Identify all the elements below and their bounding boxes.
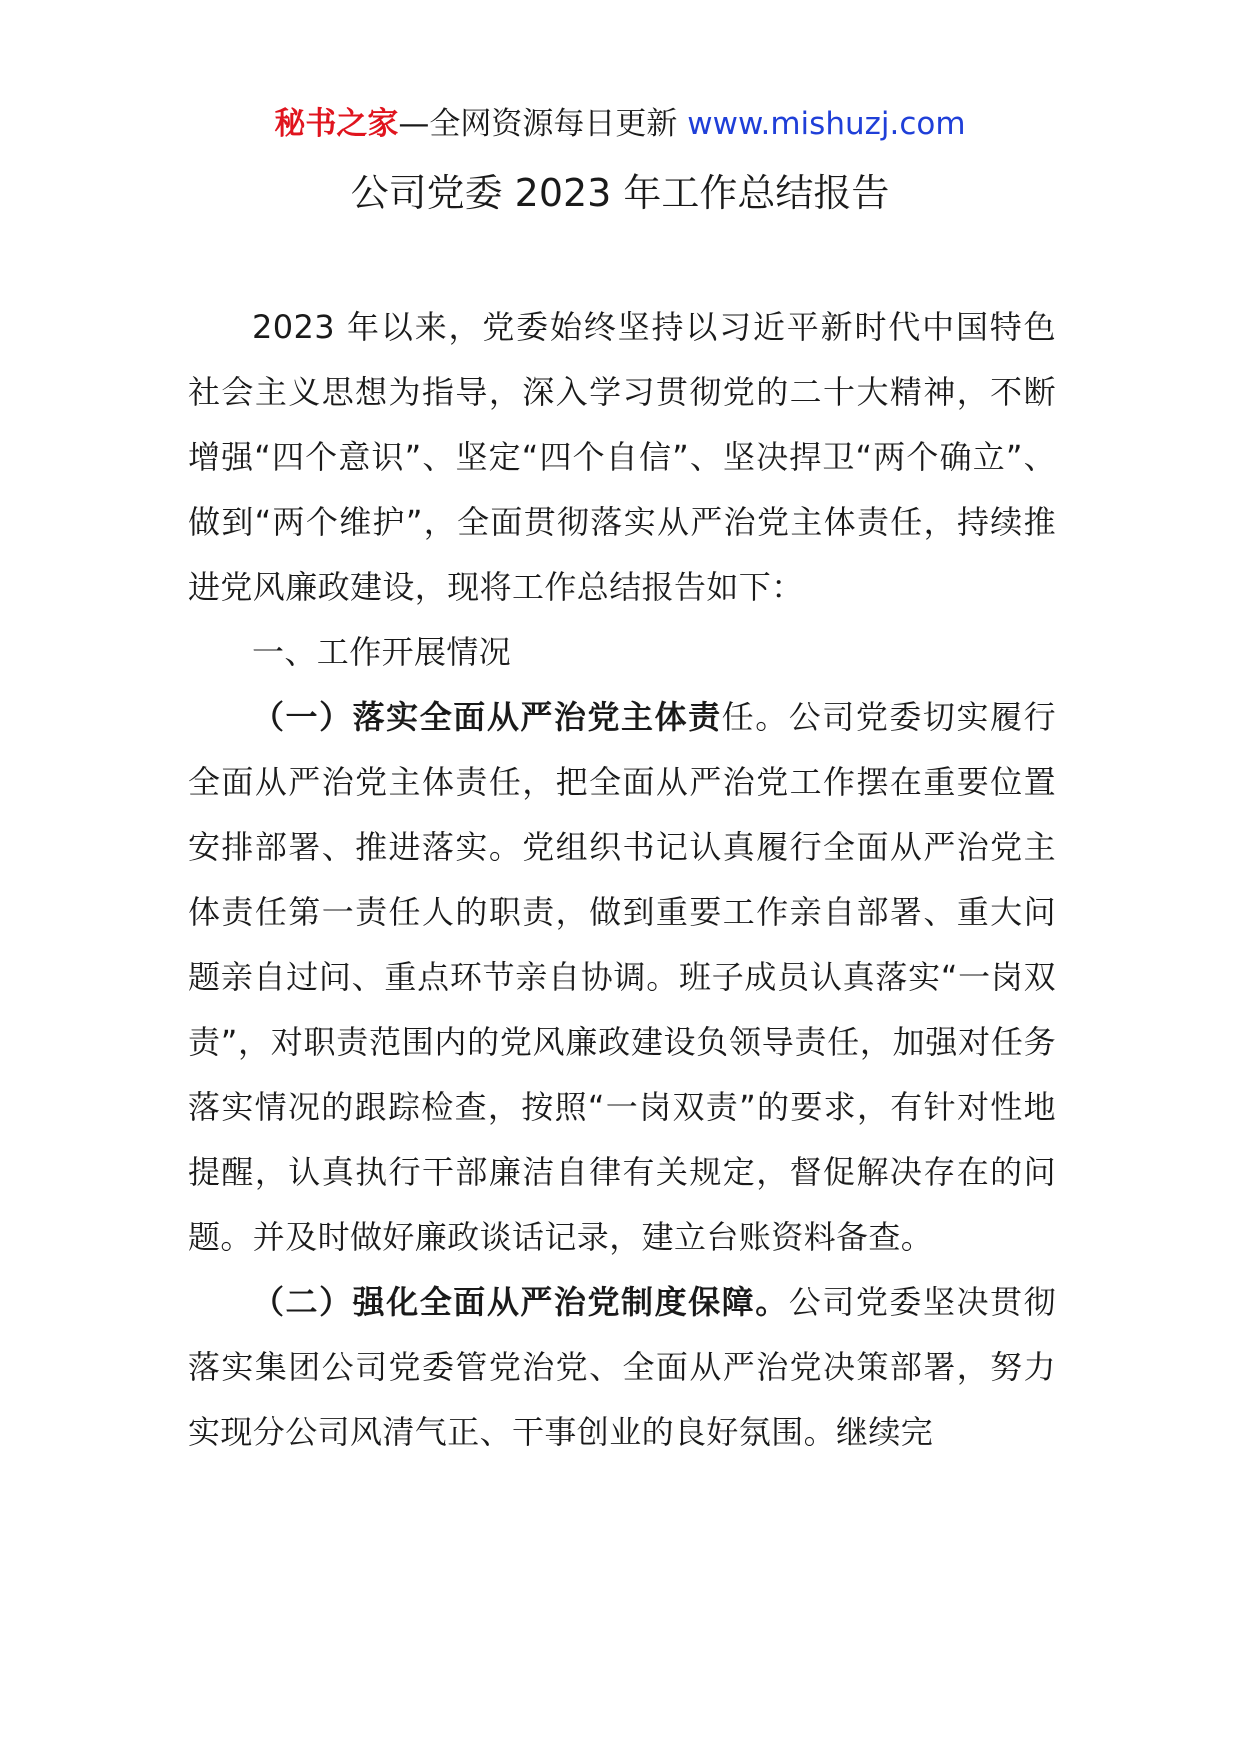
item-2-paragraph <box>188 1270 1056 1465</box>
item-2-body: 公司党委坚决贯彻落实集团公司党委管党治党、全面从严治党决策部署，努力实现分公司风清气正、干事创业的良好氛围。继续完 <box>188 1283 1056 1451</box>
item-1-heading: （一）落实全面从严治党主体责 <box>252 698 722 736</box>
site-banner <box>0 102 1240 146</box>
item-2-heading: （二）强化全面从严治党制度保障。 <box>252 1283 789 1321</box>
site-url-link[interactable]: www.mishuzj.com <box>687 106 966 142</box>
brand-name: 秘书之家 <box>274 106 399 142</box>
item-1-paragraph <box>188 685 1056 1270</box>
section-heading: 一、工作开展情况 <box>252 633 512 671</box>
document-body <box>188 295 1056 1465</box>
banner-tagline: —全网资源每日更新 <box>398 106 688 142</box>
item-1-body: 公司党委切实履行全面从严治党主体责任，把全面从严治党工作摆在重要位置安排部署、推进落实。党组织书记认真履行全面从严治党主体责任第一责任人的职责，做到重要工作亲自部署、重大问题亲自过问、重点环节亲自协调。班子成员认真落实“一岗双责”，对职责范围内的党风廉政建设负领导责任，加强对任务落实情况的跟踪检查，按照“一岗双责”的要求，有针对性地提醒，认真执行干部廉洁自律有关规定，督促解决存在的问题。并及时做好廉政谈话记录，建立台账资料备查。 <box>188 698 1056 1256</box>
item-1-heading-tail: 任。 <box>721 698 789 736</box>
intro-paragraph: 2023 年以来，党委始终坚持以习近平新时代中国特色社会主义思想为指导，深入学习贯彻党的二十大精神，不断增强“四个意识”、坚定“四个自信”、坚决捍卫“两个确立”、做到“两个维护”，全面贯彻落实从严治党主体责任，持续推进党风廉政建设，现将工作总结报告如下： <box>188 308 1056 606</box>
document-title: 公司党委 2023 年工作总结报告 <box>350 171 890 215</box>
